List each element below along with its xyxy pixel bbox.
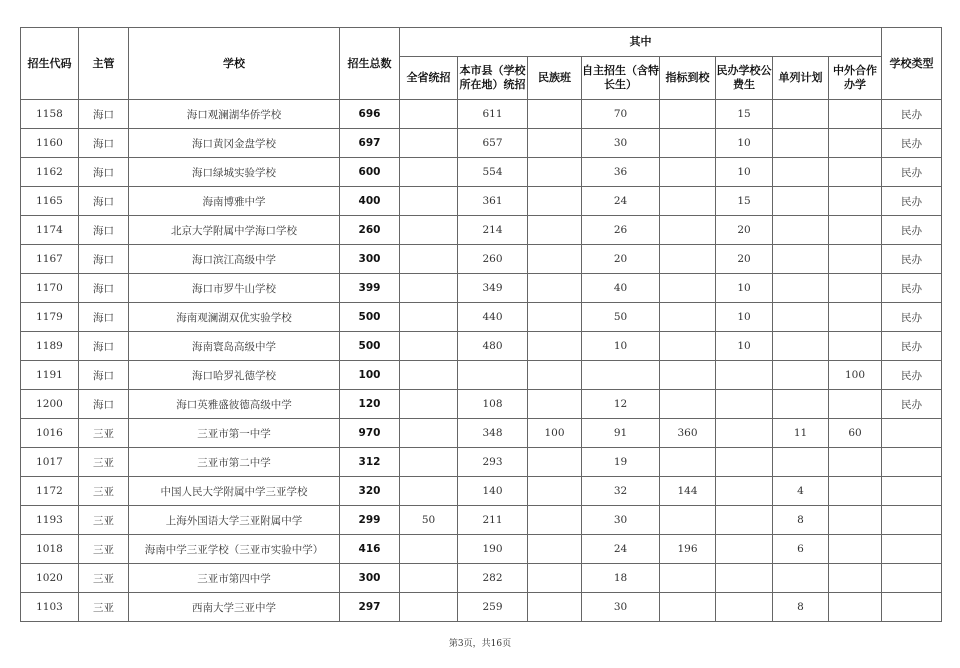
cell-total: 299 bbox=[340, 506, 400, 535]
table-row bbox=[21, 535, 942, 564]
cell-total: 260 bbox=[340, 216, 400, 245]
cell-joint bbox=[829, 158, 882, 187]
cell-local: 190 bbox=[458, 535, 528, 564]
cell-total: 297 bbox=[340, 593, 400, 622]
cell-local: 282 bbox=[458, 564, 528, 593]
cell-ethnic bbox=[528, 564, 582, 593]
cell-dept: 三亚 bbox=[79, 593, 129, 622]
cell-joint bbox=[829, 245, 882, 274]
cell-local: 440 bbox=[458, 303, 528, 332]
cell-type: 民办 bbox=[882, 303, 942, 332]
table-row bbox=[21, 158, 942, 187]
col-header-private-public: 民办学校公费生 bbox=[716, 57, 773, 100]
col-header-province: 全省统招 bbox=[400, 57, 458, 100]
cell-joint bbox=[829, 100, 882, 129]
cell-joint bbox=[829, 390, 882, 419]
cell-type: 民办 bbox=[882, 100, 942, 129]
cell-independent: 30 bbox=[582, 506, 660, 535]
cell-code: 1191 bbox=[21, 361, 79, 390]
cell-independent: 70 bbox=[582, 100, 660, 129]
page-footer: 第3页，共16页 bbox=[448, 639, 512, 649]
table-row bbox=[21, 332, 942, 361]
cell-independent: 50 bbox=[582, 303, 660, 332]
table-row bbox=[21, 216, 942, 245]
col-header-group: 其中 bbox=[400, 28, 882, 57]
cell-dept: 海口 bbox=[79, 100, 129, 129]
cell-quota bbox=[660, 303, 716, 332]
cell-joint bbox=[829, 448, 882, 477]
table-row bbox=[21, 303, 942, 332]
cell-type: 民办 bbox=[882, 332, 942, 361]
cell-local: 211 bbox=[458, 506, 528, 535]
cell-ethnic bbox=[528, 187, 582, 216]
cell-ethnic: 100 bbox=[528, 419, 582, 448]
cell-school: 海口绿城实验学校 bbox=[129, 158, 340, 187]
cell-province bbox=[400, 361, 458, 390]
cell-quota: 196 bbox=[660, 535, 716, 564]
table-row bbox=[21, 477, 942, 506]
cell-independent: 20 bbox=[582, 245, 660, 274]
cell-code: 1167 bbox=[21, 245, 79, 274]
cell-local: 259 bbox=[458, 593, 528, 622]
cell-school: 三亚市第一中学 bbox=[129, 419, 340, 448]
cell-school: 海口英雅盛彼德高级中学 bbox=[129, 390, 340, 419]
cell-private-public: 20 bbox=[716, 245, 773, 274]
cell-private-public bbox=[716, 419, 773, 448]
cell-local: 348 bbox=[458, 419, 528, 448]
cell-type: 民办 bbox=[882, 216, 942, 245]
cell-province bbox=[400, 419, 458, 448]
cell-code: 1193 bbox=[21, 506, 79, 535]
cell-total: 500 bbox=[340, 332, 400, 361]
cell-type: 民办 bbox=[882, 390, 942, 419]
cell-private-public: 15 bbox=[716, 187, 773, 216]
cell-separate: 8 bbox=[773, 506, 829, 535]
cell-school: 中国人民大学附属中学三亚学校 bbox=[129, 477, 340, 506]
cell-private-public bbox=[716, 448, 773, 477]
cell-dept: 三亚 bbox=[79, 419, 129, 448]
cell-joint bbox=[829, 564, 882, 593]
cell-province bbox=[400, 274, 458, 303]
cell-local: 349 bbox=[458, 274, 528, 303]
cell-independent: 32 bbox=[582, 477, 660, 506]
cell-private-public bbox=[716, 593, 773, 622]
table-row bbox=[21, 593, 942, 622]
cell-dept: 海口 bbox=[79, 332, 129, 361]
cell-total: 697 bbox=[340, 129, 400, 158]
col-header-independent: 自主招生（含特长生） bbox=[582, 57, 660, 100]
cell-type: 民办 bbox=[882, 361, 942, 390]
cell-separate bbox=[773, 332, 829, 361]
cell-type bbox=[882, 506, 942, 535]
cell-ethnic bbox=[528, 303, 582, 332]
cell-quota bbox=[660, 564, 716, 593]
cell-school: 上海外国语大学三亚附属中学 bbox=[129, 506, 340, 535]
table-row bbox=[21, 361, 942, 390]
cell-joint bbox=[829, 274, 882, 303]
cell-independent: 12 bbox=[582, 390, 660, 419]
cell-school: 北京大学附属中学海口学校 bbox=[129, 216, 340, 245]
cell-ethnic bbox=[528, 274, 582, 303]
cell-total: 970 bbox=[340, 419, 400, 448]
cell-school: 海南寰岛高级中学 bbox=[129, 332, 340, 361]
cell-province bbox=[400, 187, 458, 216]
cell-separate bbox=[773, 158, 829, 187]
cell-quota bbox=[660, 361, 716, 390]
cell-ethnic bbox=[528, 477, 582, 506]
cell-dept: 海口 bbox=[79, 245, 129, 274]
cell-school: 西南大学三亚中学 bbox=[129, 593, 340, 622]
cell-local: 361 bbox=[458, 187, 528, 216]
cell-quota bbox=[660, 506, 716, 535]
cell-code: 1200 bbox=[21, 390, 79, 419]
cell-type: 民办 bbox=[882, 129, 942, 158]
cell-local: 140 bbox=[458, 477, 528, 506]
cell-joint bbox=[829, 477, 882, 506]
col-header-ethnic: 民族班 bbox=[528, 57, 582, 100]
cell-type: 民办 bbox=[882, 274, 942, 303]
cell-joint bbox=[829, 303, 882, 332]
cell-quota bbox=[660, 158, 716, 187]
cell-ethnic bbox=[528, 332, 582, 361]
cell-code: 1172 bbox=[21, 477, 79, 506]
cell-local: 611 bbox=[458, 100, 528, 129]
cell-independent: 40 bbox=[582, 274, 660, 303]
table-row bbox=[21, 419, 942, 448]
cell-independent bbox=[582, 361, 660, 390]
col-header-quota: 指标到校 bbox=[660, 57, 716, 100]
cell-ethnic bbox=[528, 361, 582, 390]
cell-quota bbox=[660, 187, 716, 216]
cell-school: 三亚市第二中学 bbox=[129, 448, 340, 477]
cell-independent: 30 bbox=[582, 129, 660, 158]
cell-local: 260 bbox=[458, 245, 528, 274]
cell-code: 1103 bbox=[21, 593, 79, 622]
cell-province bbox=[400, 129, 458, 158]
cell-dept: 海口 bbox=[79, 216, 129, 245]
cell-type: 民办 bbox=[882, 158, 942, 187]
cell-code: 1020 bbox=[21, 564, 79, 593]
cell-province bbox=[400, 535, 458, 564]
cell-private-public bbox=[716, 477, 773, 506]
cell-private-public bbox=[716, 535, 773, 564]
cell-separate: 4 bbox=[773, 477, 829, 506]
cell-separate bbox=[773, 129, 829, 158]
cell-quota bbox=[660, 390, 716, 419]
table-row bbox=[21, 129, 942, 158]
cell-dept: 海口 bbox=[79, 361, 129, 390]
cell-code: 1158 bbox=[21, 100, 79, 129]
cell-school: 海口市罗牛山学校 bbox=[129, 274, 340, 303]
cell-type bbox=[882, 593, 942, 622]
cell-separate bbox=[773, 390, 829, 419]
cell-school: 海口哈罗礼德学校 bbox=[129, 361, 340, 390]
cell-dept: 三亚 bbox=[79, 564, 129, 593]
cell-type bbox=[882, 477, 942, 506]
cell-total: 120 bbox=[340, 390, 400, 419]
cell-separate bbox=[773, 564, 829, 593]
cell-province bbox=[400, 477, 458, 506]
cell-province bbox=[400, 303, 458, 332]
cell-local: 480 bbox=[458, 332, 528, 361]
cell-independent: 26 bbox=[582, 216, 660, 245]
cell-private-public bbox=[716, 390, 773, 419]
cell-province bbox=[400, 448, 458, 477]
table-row bbox=[21, 448, 942, 477]
cell-ethnic bbox=[528, 535, 582, 564]
cell-dept: 三亚 bbox=[79, 477, 129, 506]
cell-quota bbox=[660, 216, 716, 245]
cell-separate: 8 bbox=[773, 593, 829, 622]
cell-school: 海南观澜湖双优实验学校 bbox=[129, 303, 340, 332]
cell-school: 海南中学三亚学校（三亚市实验中学） bbox=[129, 535, 340, 564]
cell-ethnic bbox=[528, 448, 582, 477]
cell-school: 海口观澜湖华侨学校 bbox=[129, 100, 340, 129]
cell-code: 1165 bbox=[21, 187, 79, 216]
col-header-separate: 单列计划 bbox=[773, 57, 829, 100]
cell-ethnic bbox=[528, 158, 582, 187]
col-header-joint: 中外合作办学 bbox=[829, 57, 882, 100]
cell-independent: 24 bbox=[582, 187, 660, 216]
cell-school: 海口滨江高级中学 bbox=[129, 245, 340, 274]
cell-quota bbox=[660, 332, 716, 361]
cell-code: 1160 bbox=[21, 129, 79, 158]
cell-quota: 360 bbox=[660, 419, 716, 448]
col-header-dept: 主管 bbox=[79, 28, 129, 100]
cell-local: 214 bbox=[458, 216, 528, 245]
cell-total: 500 bbox=[340, 303, 400, 332]
cell-total: 320 bbox=[340, 477, 400, 506]
cell-ethnic bbox=[528, 129, 582, 158]
cell-separate: 6 bbox=[773, 535, 829, 564]
cell-ethnic bbox=[528, 100, 582, 129]
cell-local: 293 bbox=[458, 448, 528, 477]
cell-joint bbox=[829, 216, 882, 245]
cell-private-public: 10 bbox=[716, 332, 773, 361]
col-header-code: 招生代码 bbox=[21, 28, 79, 100]
cell-private-public: 10 bbox=[716, 274, 773, 303]
cell-dept: 三亚 bbox=[79, 535, 129, 564]
cell-private-public bbox=[716, 564, 773, 593]
cell-province bbox=[400, 332, 458, 361]
cell-dept: 三亚 bbox=[79, 448, 129, 477]
cell-province bbox=[400, 216, 458, 245]
cell-ethnic bbox=[528, 390, 582, 419]
cell-total: 300 bbox=[340, 245, 400, 274]
cell-quota bbox=[660, 448, 716, 477]
cell-separate bbox=[773, 216, 829, 245]
cell-independent: 18 bbox=[582, 564, 660, 593]
cell-code: 1170 bbox=[21, 274, 79, 303]
cell-joint bbox=[829, 187, 882, 216]
cell-quota bbox=[660, 129, 716, 158]
table-row bbox=[21, 564, 942, 593]
cell-separate bbox=[773, 274, 829, 303]
cell-dept: 海口 bbox=[79, 129, 129, 158]
cell-ethnic bbox=[528, 216, 582, 245]
cell-code: 1017 bbox=[21, 448, 79, 477]
col-header-local: 本市县（学校所在地）统招 bbox=[458, 57, 528, 100]
table-body bbox=[21, 100, 942, 622]
cell-local bbox=[458, 361, 528, 390]
cell-independent: 24 bbox=[582, 535, 660, 564]
cell-total: 100 bbox=[340, 361, 400, 390]
cell-code: 1018 bbox=[21, 535, 79, 564]
cell-separate bbox=[773, 361, 829, 390]
cell-joint bbox=[829, 535, 882, 564]
cell-joint: 60 bbox=[829, 419, 882, 448]
cell-local: 108 bbox=[458, 390, 528, 419]
cell-code: 1179 bbox=[21, 303, 79, 332]
cell-type bbox=[882, 535, 942, 564]
cell-quota bbox=[660, 245, 716, 274]
cell-province bbox=[400, 564, 458, 593]
table-row bbox=[21, 506, 942, 535]
cell-local: 657 bbox=[458, 129, 528, 158]
cell-private-public bbox=[716, 361, 773, 390]
cell-type bbox=[882, 564, 942, 593]
cell-private-public: 10 bbox=[716, 129, 773, 158]
cell-independent: 19 bbox=[582, 448, 660, 477]
table-row bbox=[21, 100, 942, 129]
cell-ethnic bbox=[528, 593, 582, 622]
cell-total: 399 bbox=[340, 274, 400, 303]
cell-separate bbox=[773, 303, 829, 332]
cell-ethnic bbox=[528, 506, 582, 535]
cell-province bbox=[400, 245, 458, 274]
cell-ethnic bbox=[528, 245, 582, 274]
cell-total: 600 bbox=[340, 158, 400, 187]
cell-private-public: 10 bbox=[716, 158, 773, 187]
cell-private-public: 10 bbox=[716, 303, 773, 332]
enrollment-table bbox=[20, 27, 942, 622]
cell-quota: 144 bbox=[660, 477, 716, 506]
cell-separate bbox=[773, 187, 829, 216]
cell-type bbox=[882, 419, 942, 448]
cell-local: 554 bbox=[458, 158, 528, 187]
cell-total: 416 bbox=[340, 535, 400, 564]
cell-separate: 11 bbox=[773, 419, 829, 448]
table-row bbox=[21, 390, 942, 419]
cell-separate bbox=[773, 100, 829, 129]
cell-independent: 91 bbox=[582, 419, 660, 448]
cell-joint bbox=[829, 129, 882, 158]
cell-joint bbox=[829, 593, 882, 622]
cell-province bbox=[400, 100, 458, 129]
cell-quota bbox=[660, 100, 716, 129]
table-row bbox=[21, 274, 942, 303]
cell-dept: 海口 bbox=[79, 187, 129, 216]
cell-dept: 海口 bbox=[79, 274, 129, 303]
cell-independent: 30 bbox=[582, 593, 660, 622]
cell-dept: 三亚 bbox=[79, 506, 129, 535]
cell-dept: 海口 bbox=[79, 390, 129, 419]
cell-independent: 36 bbox=[582, 158, 660, 187]
cell-joint: 100 bbox=[829, 361, 882, 390]
cell-school: 海口黄冈金盘学校 bbox=[129, 129, 340, 158]
cell-province bbox=[400, 390, 458, 419]
cell-code: 1189 bbox=[21, 332, 79, 361]
cell-code: 1174 bbox=[21, 216, 79, 245]
table-row bbox=[21, 187, 942, 216]
cell-code: 1016 bbox=[21, 419, 79, 448]
cell-quota bbox=[660, 593, 716, 622]
cell-joint bbox=[829, 332, 882, 361]
cell-private-public: 20 bbox=[716, 216, 773, 245]
cell-private-public bbox=[716, 506, 773, 535]
cell-school: 三亚市第四中学 bbox=[129, 564, 340, 593]
cell-province bbox=[400, 158, 458, 187]
col-header-school: 学校 bbox=[129, 28, 340, 100]
cell-total: 400 bbox=[340, 187, 400, 216]
cell-dept: 海口 bbox=[79, 158, 129, 187]
cell-dept: 海口 bbox=[79, 303, 129, 332]
cell-independent: 10 bbox=[582, 332, 660, 361]
cell-quota bbox=[660, 274, 716, 303]
cell-school: 海南博雅中学 bbox=[129, 187, 340, 216]
col-header-type: 学校类型 bbox=[882, 28, 942, 100]
cell-province bbox=[400, 593, 458, 622]
cell-total: 696 bbox=[340, 100, 400, 129]
cell-type: 民办 bbox=[882, 187, 942, 216]
cell-total: 300 bbox=[340, 564, 400, 593]
cell-separate bbox=[773, 245, 829, 274]
cell-private-public: 15 bbox=[716, 100, 773, 129]
cell-type: 民办 bbox=[882, 245, 942, 274]
cell-joint bbox=[829, 506, 882, 535]
col-header-total: 招生总数 bbox=[340, 28, 400, 100]
cell-total: 312 bbox=[340, 448, 400, 477]
table-row bbox=[21, 245, 942, 274]
cell-type bbox=[882, 448, 942, 477]
cell-separate bbox=[773, 448, 829, 477]
cell-code: 1162 bbox=[21, 158, 79, 187]
cell-province: 50 bbox=[400, 506, 458, 535]
